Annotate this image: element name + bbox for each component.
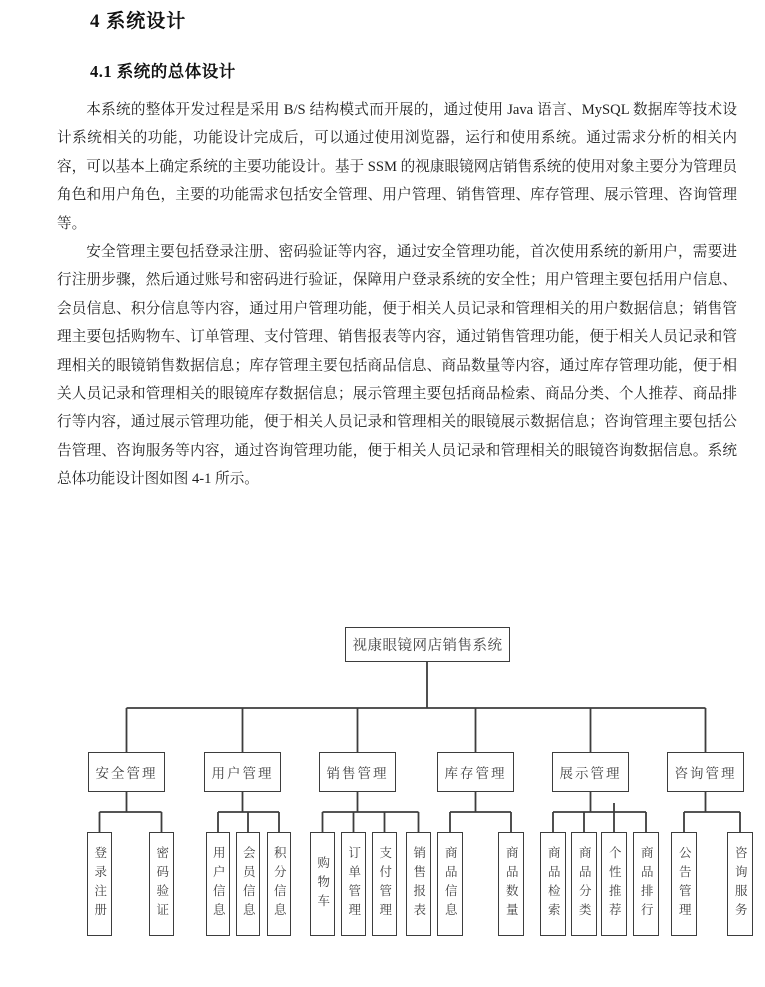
leaf-box-sales-report	[406, 832, 431, 936]
leaf-label: 公告管理	[677, 846, 692, 922]
section-heading: 4.1 系统的总体设计	[90, 62, 236, 81]
paragraph-2: 安全管理主要包括登录注册、密码验证等内容，通过安全管理功能，首次使用系统的新用户，需要进行注册步骤，然后通过账号和密码进行验证，保障用户登录系统的安全性；用户管理主要包括用户信息、会员信息、积分信息等内容，通过用户管理功能，便于相关人员记录和管理相关的用户数据信息；销售管理主要包括购物车、订单管理、支付管理、销售报表等内容，通过销售管理功能，便于相关人员记录和管理相关的眼镜销售数据信息；库存管理主要包括商品信息、商品数量等内容，通过库存管理功能，便于相关人员记录和管理相关的眼镜库存数据信息；展示管理主要包括商品检索、商品分类、个人推荐、商品排行等内容，通过展示管理功能，便于相关人员记录和管理相关的眼镜展示数据信息；咨询管理主要包括公告管理、咨询服务等内容，通过咨询管理功能，便于相关人员记录和管理相关的眼镜咨询数据信息。系统总体功能设计图如图 4-1 所示。	[57, 244, 737, 488]
leaf-label: 购物车	[315, 855, 330, 913]
branch-label: 用户管理	[211, 766, 274, 781]
leaf-box-announcement-mgmt	[671, 832, 697, 936]
branch-box-security	[88, 752, 165, 792]
diagram-root-label: 视康眼镜网店销售系统	[352, 638, 503, 654]
leaf-box-product-quantity	[498, 832, 524, 936]
leaf-label: 用户信息	[211, 846, 226, 922]
branch-box-consult	[667, 752, 744, 792]
branch-label: 库存管理	[444, 766, 507, 781]
leaf-box-user-info	[206, 832, 230, 936]
leaf-label: 咨询服务	[733, 846, 748, 922]
branch-label: 安全管理	[95, 766, 158, 781]
leaf-label: 商品排行	[639, 846, 654, 922]
leaf-label: 销售报表	[411, 846, 426, 922]
leaf-box-points-info	[267, 832, 291, 936]
leaf-label: 商品信息	[443, 846, 458, 922]
leaf-box-product-category	[571, 832, 597, 936]
leaf-box-shopping-cart	[310, 832, 335, 936]
leaf-label: 会员信息	[241, 846, 256, 922]
leaf-box-order-mgmt	[341, 832, 366, 936]
leaf-label: 个性推荐	[607, 846, 622, 922]
branch-box-user	[204, 752, 281, 792]
branch-label: 销售管理	[326, 766, 389, 781]
chapter-heading: 4 系统设计	[90, 11, 187, 32]
branch-box-inventory	[437, 752, 514, 792]
leaf-box-password-verify	[149, 832, 174, 936]
leaf-label: 订单管理	[346, 846, 361, 922]
leaf-box-product-info	[437, 832, 463, 936]
leaf-box-member-info	[236, 832, 260, 936]
figure-4-1-diagram	[0, 600, 765, 987]
leaf-box-login-register	[87, 832, 112, 936]
paragraph-1: 本系统的整体开发过程是采用 B/S 结构模式而开展的，通过使用 Java 语言、MySQL 数据库等技术设计系统相关的功能，功能设计完成后，可以通过使用浏览器，运行和使用系统。通过需求分析的相关内容，可以基本上确定系统的主要功能设计。基于 SSM 的视康眼镜网店销售系统的使用对象主要分为管理员角色和用户角色，主要的功能需求包括安全管理、用户管理、销售管理、库存管理、展示管理、咨询管理等。	[57, 102, 737, 232]
branch-label: 咨询管理	[674, 766, 737, 781]
leaf-label: 支付管理	[377, 846, 392, 922]
branch-box-display	[552, 752, 629, 792]
leaf-label: 积分信息	[272, 846, 287, 922]
leaf-label: 商品分类	[577, 846, 592, 922]
leaf-label: 登录注册	[92, 846, 107, 922]
leaf-box-payment-mgmt	[372, 832, 397, 936]
diagram-root-box	[345, 627, 510, 662]
leaf-box-personal-recommend	[601, 832, 627, 936]
body-text	[57, 96, 737, 494]
leaf-box-product-ranking	[633, 832, 659, 936]
leaf-label: 商品数量	[504, 846, 519, 922]
branch-label: 展示管理	[559, 766, 622, 781]
leaf-label: 密码验证	[154, 846, 169, 922]
leaf-box-product-search	[540, 832, 566, 936]
leaf-label: 商品检索	[546, 846, 561, 922]
leaf-box-consult-service	[727, 832, 753, 936]
branch-box-sales	[319, 752, 396, 792]
